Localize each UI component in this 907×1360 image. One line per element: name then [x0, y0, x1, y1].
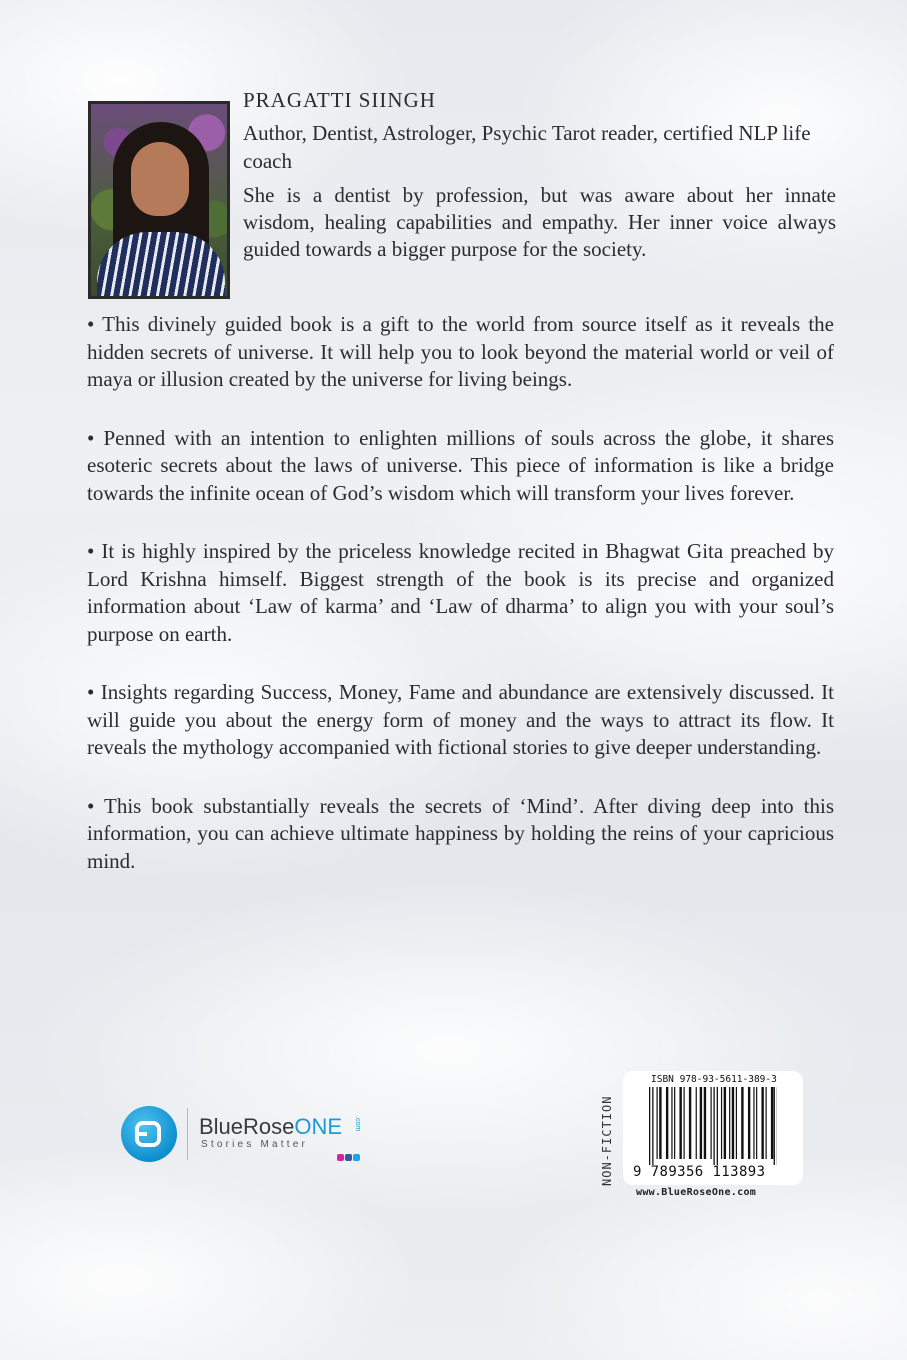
author-bio: She is a dentist by profession, but was aware about her innate wisdom, healing capabilities and empathy. Her inner voice always guided towards a bigger purpose for the society. [243, 183, 836, 261]
barcode-bar [771, 1087, 773, 1159]
barcode-bar [711, 1087, 712, 1159]
barcode-bar [748, 1087, 750, 1159]
barcode-bar [736, 1087, 737, 1159]
barcode-bar [774, 1087, 775, 1165]
bluerose-logo-icon [121, 1106, 177, 1162]
barcode-bar [761, 1087, 763, 1159]
author-roles: Author, Dentist, Astrologer, Psychic Tarot reader, certified NLP life coach [243, 121, 811, 173]
barcode-bar [724, 1087, 726, 1159]
isbn-barcode [623, 1071, 803, 1185]
barcode-bar [679, 1087, 681, 1159]
barcode-bar [674, 1087, 675, 1159]
barcode-bar [741, 1087, 743, 1159]
isbn-label: ISBN 978-93-5611-389-3 [651, 1074, 777, 1085]
publisher-domain-suffix: .com [354, 1116, 361, 1132]
barcode-bars [649, 1087, 777, 1165]
highlight-item: • Penned with an intention to enlighten millions of souls across the globe, it shares esoteric secrets about the laws of universe. This piece of information is like a bridge towards the infinite ocean of God’s wisdom which will transform your lives forever. [87, 425, 834, 505]
highlight-item: • Insights regarding Success, Money, Fame and abundance are extensively discussed. It will guide you about the energy form of money and the ways to attract its flow. It reveals the mythology accompanied with fictional stories to give deeper understanding. [87, 680, 834, 759]
logo-divider [187, 1108, 188, 1160]
barcode-bar [657, 1087, 658, 1159]
barcode-bar [671, 1087, 672, 1159]
barcode-bar [659, 1087, 661, 1159]
instagram-icon [337, 1154, 344, 1161]
publisher-name-accent: ONE [294, 1114, 343, 1139]
twitter-icon [353, 1154, 360, 1161]
highlight-item: • This divinely guided book is a gift to the world from source itself as it reveals the hidden secrets of universe. It will help you to look beyond the material world or veil of maya or illusion created by the universe for living beings. [87, 312, 834, 391]
barcode-bar [700, 1087, 702, 1159]
bluerose-b-glyph-icon [135, 1121, 161, 1147]
barcode-bar [696, 1087, 697, 1159]
barcode-bar [713, 1087, 714, 1165]
barcode-bar [684, 1087, 685, 1159]
publisher-tagline: Stories Matter [201, 1139, 309, 1150]
barcode-bar [729, 1087, 730, 1159]
barcode-bar [704, 1087, 706, 1159]
barcode-bar [753, 1087, 754, 1159]
barcode-bar [756, 1087, 757, 1159]
publisher-logo [121, 1104, 381, 1164]
social-icons [337, 1154, 360, 1161]
barcode-bar [649, 1087, 650, 1165]
author-photo [88, 101, 230, 299]
barcode-bar [732, 1087, 734, 1159]
facebook-icon [345, 1154, 352, 1161]
author-photo-face [131, 142, 189, 216]
genre-label: NON-FICTION [600, 1095, 614, 1186]
barcode-bar [717, 1087, 718, 1165]
barcode-bar [721, 1087, 722, 1159]
isbn-digits: 9 789356 113893 [633, 1164, 766, 1180]
book-highlights [87, 311, 834, 906]
author-name: PRAGATTI SIINGH [243, 88, 436, 112]
barcode-bar [666, 1087, 668, 1159]
author-photo-striped-top [97, 232, 225, 299]
barcode-bar [689, 1087, 691, 1159]
publisher-website: www.BlueRoseOne.com [636, 1187, 757, 1198]
highlight-item: • It is highly inspired by the priceless knowledge recited in Bhagwat Gita preached by Lord Krishna himself. Biggest strength of the book is its precise and organized information about ‘Law of karma’ and ‘Law of dharma’ to align you with your soul’s purpose on earth. [87, 539, 834, 646]
publisher-name-main: BlueRose [199, 1114, 295, 1139]
publisher-name [199, 1114, 342, 1140]
barcode-bar [766, 1087, 767, 1159]
highlight-item: • This book substantially reveals the secrets of ‘Mind’. After diving deep into this information, you can achieve ultimate happiness by holding the reins of your capricious mind. [87, 793, 834, 873]
barcode-bar [652, 1087, 653, 1165]
